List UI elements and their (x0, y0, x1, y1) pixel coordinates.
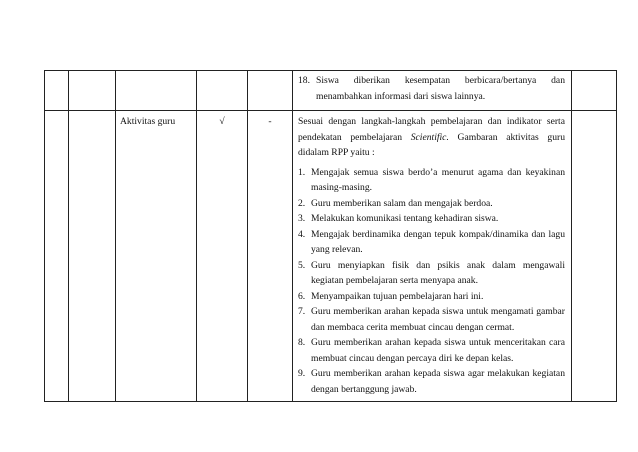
cell-empty (248, 71, 293, 111)
list-item (298, 211, 565, 227)
intro-text: Sesuai dengan langkah-langkah pembelajaran dan indikator serta pendekatan pembelajaran (298, 116, 565, 143)
list-item (298, 196, 565, 212)
dash-mark: - (268, 116, 272, 127)
item-number: 5. (298, 259, 306, 271)
item-text: Menyampaikan tujuan pembelajaran hari ini. (311, 290, 484, 302)
cell-empty (69, 111, 116, 402)
cell-empty (572, 71, 617, 111)
intro-italic: Scientific. (410, 131, 449, 143)
item-text: Melakukan komunikasi tentang kehadiran siswa. (311, 213, 499, 224)
observation-table (44, 70, 617, 402)
item-number: 9. (298, 368, 306, 379)
checkmark: √ (219, 116, 225, 127)
list-item (298, 304, 565, 335)
item-text: Guru menyiapkan fisik dan psikis anak dalam mengawali kegiatan pembelajaran serta menyapa anak. (311, 259, 565, 286)
description-cell (293, 111, 572, 402)
list-item (298, 258, 565, 289)
item-number: 4. (298, 228, 306, 240)
cell-empty (197, 71, 248, 111)
list-item (298, 165, 565, 196)
item-number: 8. (298, 337, 306, 348)
list-item (298, 335, 565, 366)
cell-empty (45, 71, 69, 111)
description-intro (298, 114, 565, 161)
item-number: 2. (298, 197, 306, 209)
previous-item-cell (293, 71, 572, 111)
check-cell (197, 111, 248, 402)
table-row-previous (45, 71, 617, 111)
item-number: 18. (298, 75, 310, 86)
cell-empty (572, 111, 617, 402)
dash-cell (248, 111, 293, 402)
activity-list (298, 165, 565, 398)
item-text: Guru memberikan arahan kepada siswa untuk mengamati gambar dan membaca cerita membuat cincau dengan cermat. (311, 306, 565, 333)
cell-empty (69, 71, 116, 111)
cell-empty (116, 71, 197, 111)
item-text: Guru memberikan arahan kepada siswa untuk menceritakan cara membuat cincau dengan percaya diri ke depan kelas. (311, 337, 565, 364)
item-number: 7. (298, 306, 306, 317)
aspect-cell (116, 111, 197, 402)
intro-text-end: Gambaran aktivitas guru didalam RPP yaitu : (298, 131, 565, 158)
list-item (298, 366, 565, 397)
list-item (298, 289, 565, 305)
aspect-label: Aktivitas guru (120, 116, 176, 127)
list-item (298, 73, 565, 104)
item-number: 1. (298, 166, 306, 178)
item-text: Guru memberikan salam dan mengajak berdoa. (311, 197, 493, 209)
item-number: 3. (298, 213, 306, 224)
item-text: Mengajak berdinamika dengan tepuk kompak/dinamika dan lagu yang relevan. (311, 228, 565, 255)
item-number: 6. (298, 290, 306, 302)
list-item (298, 227, 565, 258)
item-text: Guru memberikan arahan kepada siswa agar melakukan kegiatan dengan bertanggung jawab. (311, 368, 565, 395)
item-text: Mengajak semua siswa berdo’a menurut agama dan keyakinan masing-masing. (311, 166, 565, 193)
table-row-main (45, 111, 617, 402)
cell-empty (45, 111, 69, 402)
item-text: Siswa diberikan kesempatan berbicara/bertanya dan menambahkan informasi dari siswa lainnya. (316, 75, 565, 102)
